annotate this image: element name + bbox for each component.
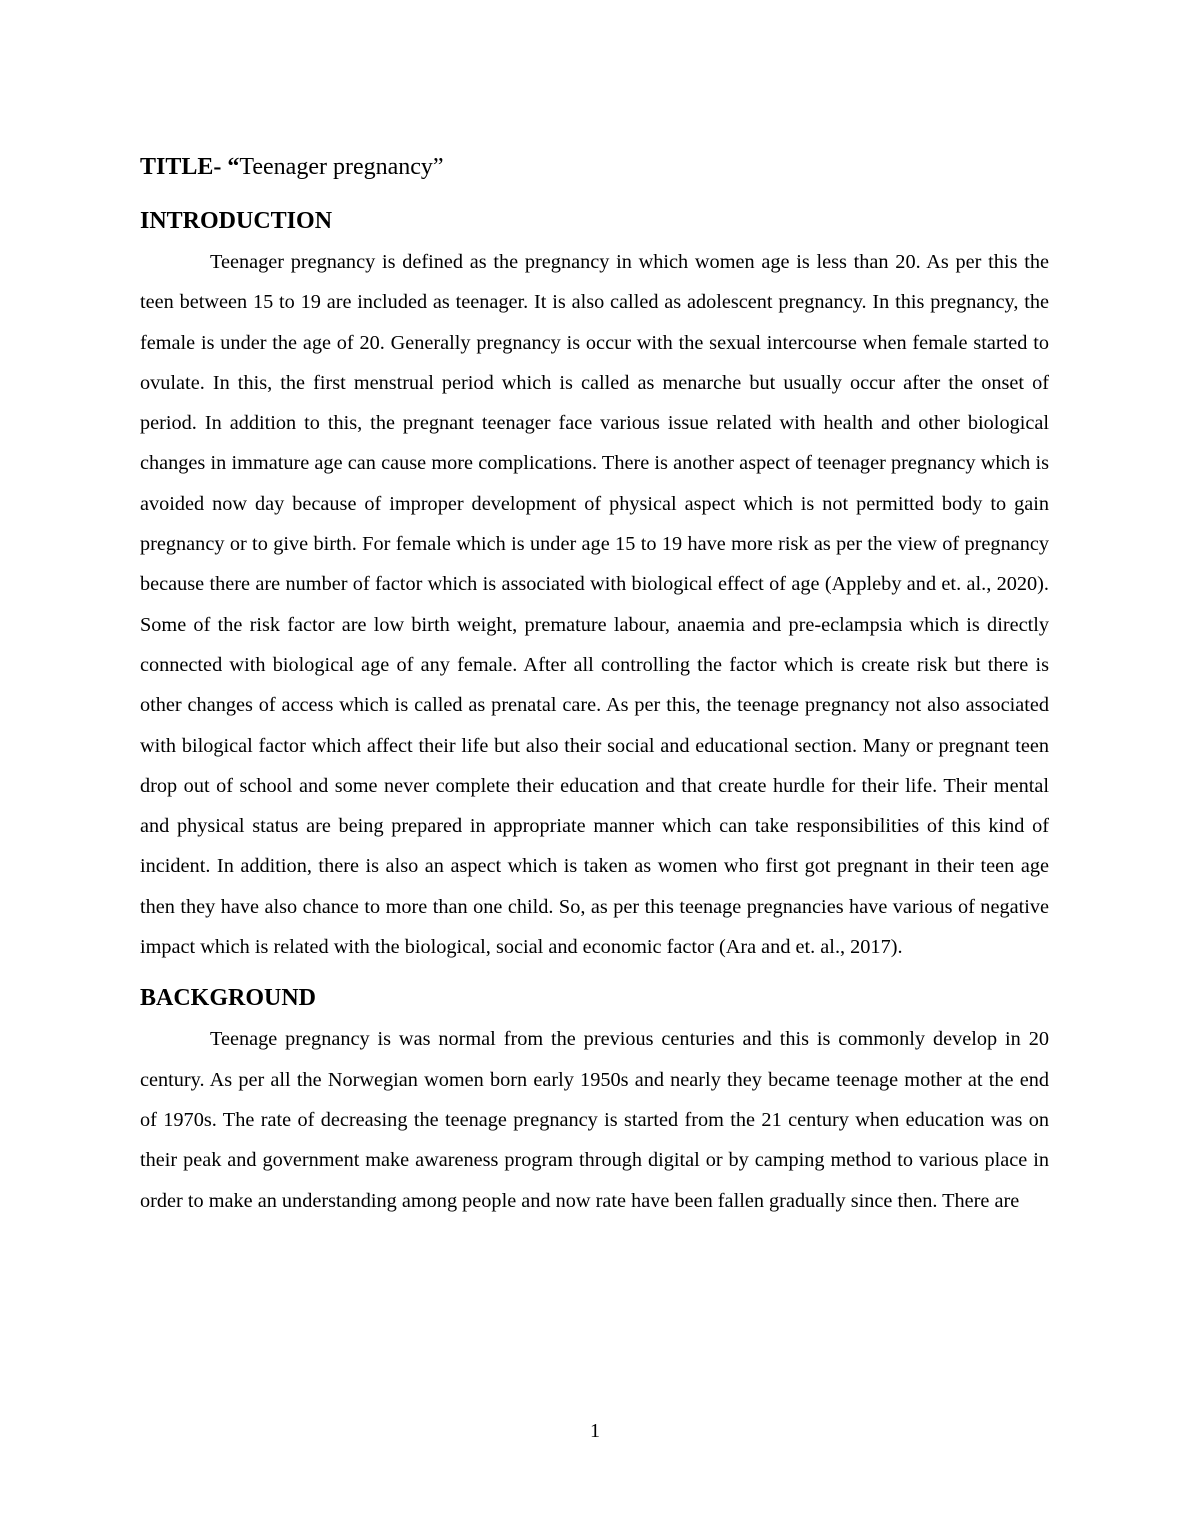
background-paragraph: Teenage pregnancy is was normal from the previous centuries and this is commonly develop in 20 century. As per all the Norwegian women born early 1950s and nearly they became teenage mother at the end of 1970s. The rate of decreasing the teenage pregnancy is started from the 21 century when education was on their peak and government make awareness program through digital or by camping method to various place in order to make an understanding among people and now rate have been fallen gradually since then. There are (140, 1028, 1049, 1212)
title-text: Teenager pregnancy” (239, 154, 444, 180)
introduction-paragraph: Teenager pregnancy is defined as the pregnancy in which women age is less than 20. As per this the teen between 15 to 19 are included as teenager. It is also called as adolescent pregnancy. In this pregnancy, the female is under the age of 20. Generally pregnancy is occur with the sexual intercourse when female started to ovulate. In this, the first menstrual period which is called as menarche but usually occur after the onset of period. In addition to this, the pregnant teenager face various issue related with health and other biological changes in immature age can cause more complications. There is another aspect of teenager pregnancy which is avoided now day because of improper development of physical aspect which is not permitted body to gain pregnancy or to give birth. For female which is under age 15 to 19 have more risk as per the view of pregnancy because there are number of factor which is associated with biological effect of age (Appleby and et. al., 2020). Some of the risk factor are low birth weight, premature labour, anaemia and pre-eclampsia which is directly connected with biological age of any female. After all controlling the factor which is create risk but there is other changes of access which is called as prenatal care. As per this, the teenage pregnancy not also associated with bilogical factor which affect their life but also their social and educational section. Many or pregnant teen drop out of school and some never complete their education and that create hurdle for their life. Their mental and physical status are being prepared in appropriate manner which can take responsibilities of this kind of incident. In addition, there is also an aspect which is taken as women who first got pregnant in their teen age then they have also chance to more than one child. So, as per this teenage pregnancies have various of negative impact which is related with the biological, social and economic factor (Ara and et. al., 2017). (140, 251, 1049, 959)
title-label: TITLE- “ (140, 154, 240, 180)
page-content (140, 150, 1049, 1235)
background-heading: BACKGROUND (140, 985, 317, 1012)
introduction-heading: INTRODUCTION (140, 208, 333, 234)
page-number: 1 (590, 1420, 600, 1442)
document-title (140, 150, 1049, 184)
